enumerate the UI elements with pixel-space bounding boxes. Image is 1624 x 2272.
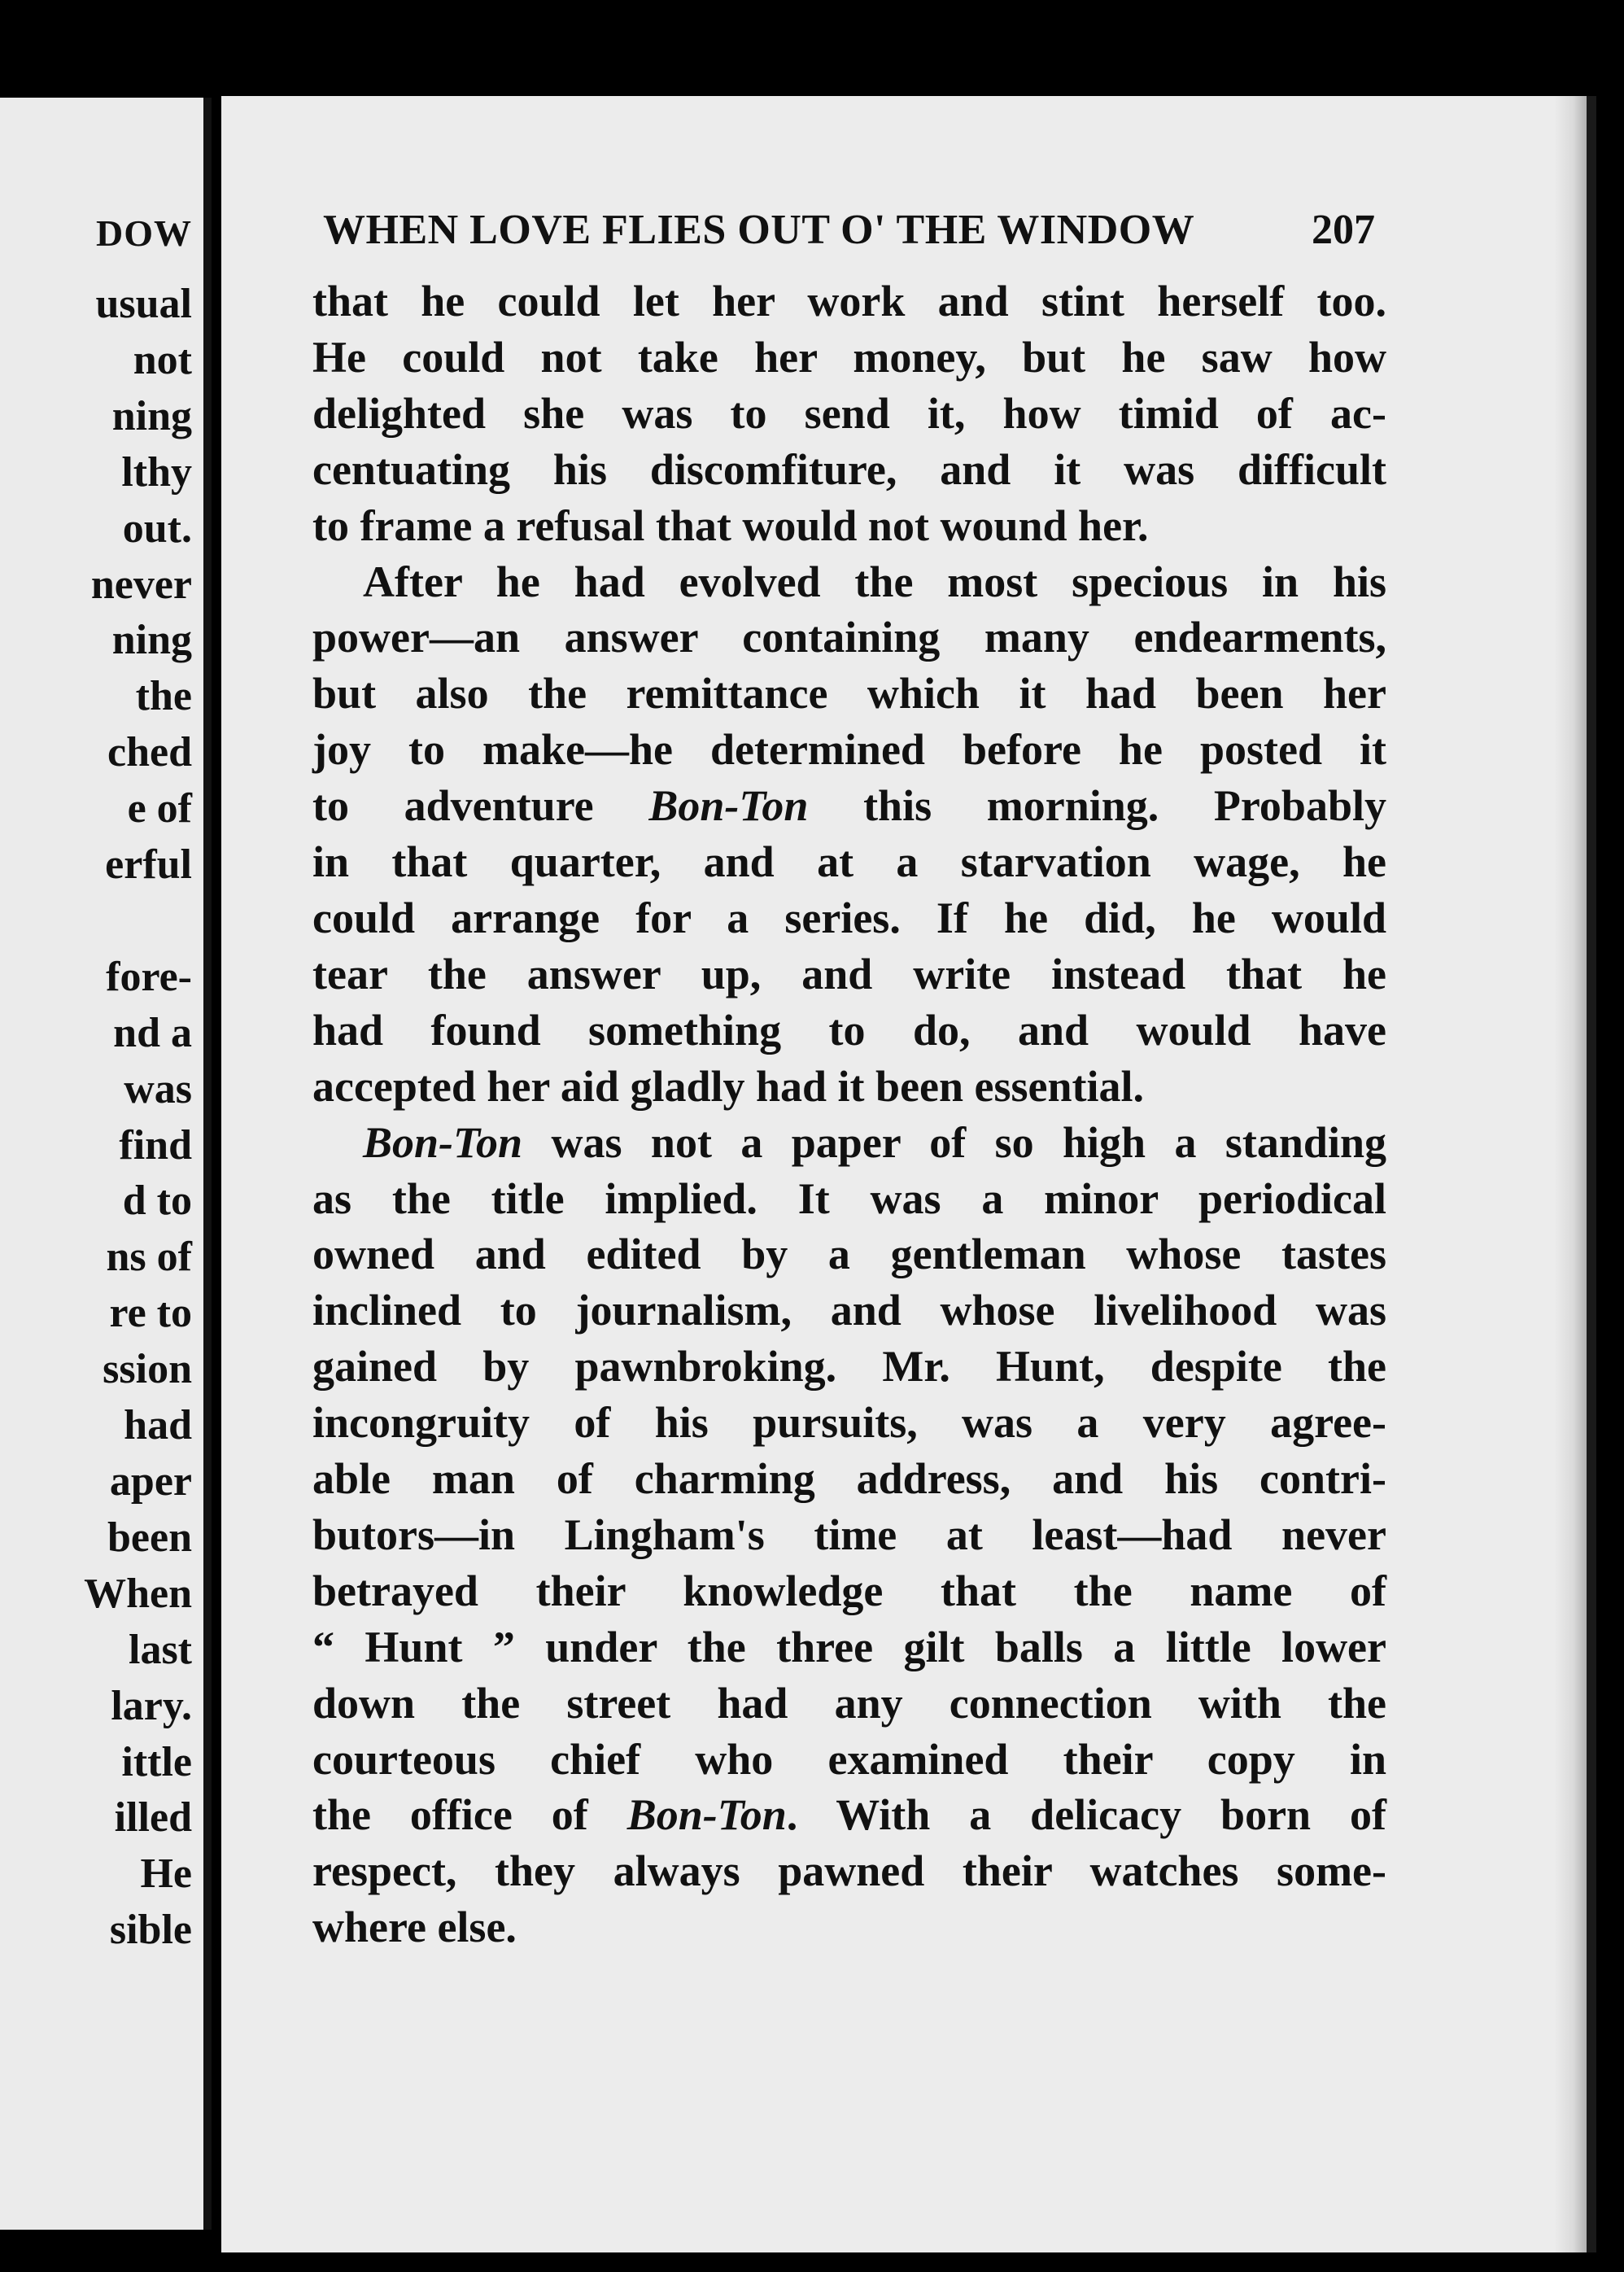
text-line: Bon-Ton was not a paper of so high a standing (363, 1117, 1386, 1167)
previous-page-line: re to (109, 1290, 192, 1337)
previous-page-line: erful (105, 841, 192, 889)
text-line: delighted she was to send it, how timid of ac- (312, 388, 1386, 438)
previous-page-line: e of (127, 785, 192, 832)
text-line: accepted her aid gladly had it been essential. (312, 1061, 1145, 1111)
previous-page-line: the (135, 673, 192, 720)
previous-page-line: ns of (106, 1234, 192, 1281)
previous-page-line: ssion (103, 1346, 192, 1393)
previous-page-running-head: DOW (96, 212, 192, 254)
periodical-title: Bon-Ton (626, 1790, 787, 1840)
previous-page-line: never (90, 561, 192, 608)
previous-page-line: ittle (121, 1738, 192, 1785)
periodical-title: Bon-Ton (648, 781, 809, 831)
previous-page-line: ning (111, 617, 192, 664)
previous-page-line: ning (111, 392, 192, 439)
previous-page-line: not (133, 336, 192, 383)
previous-page-line: ched (107, 729, 192, 776)
periodical-title: Bon-Ton (363, 1117, 523, 1167)
previous-page-line: out. (122, 505, 192, 552)
text-line: in that quarter, and at a starvation wage, he (312, 837, 1386, 887)
previous-page-line: usual (95, 281, 192, 327)
text-line: inclined to journalism, and whose livelihood was (312, 1286, 1386, 1335)
running-head: WHEN LOVE FLIES OUT O' THE WINDOW (323, 207, 1195, 253)
text-line: courteous chief who examined their copy in (312, 1734, 1386, 1784)
body-text (312, 273, 1386, 1955)
text-line: owned and edited by a gentleman whose tastes (312, 1230, 1386, 1279)
previous-page-fragment (0, 98, 212, 2230)
text-line: “ Hunt ” under the three gilt balls a little lower (312, 1622, 1386, 1671)
text-line: as the title implied. It was a minor periodical (312, 1173, 1386, 1223)
text-line: could arrange for a series. If he did, he would (312, 893, 1386, 942)
previous-page-line: last (129, 1626, 192, 1673)
previous-page-line: d to (122, 1178, 192, 1225)
text-line: down the street had any connection with the (312, 1678, 1386, 1728)
text-line: able man of charming address, and his contri- (312, 1454, 1386, 1504)
text-line: had found something to do, and would have (312, 1005, 1386, 1055)
text-line: After he had evolved the most specious in his (363, 557, 1386, 606)
text-line: He could not take her money, but he saw how (312, 332, 1386, 382)
book-page (221, 96, 1596, 2252)
previous-page-text (0, 277, 192, 1959)
text-line: to adventure Bon-Ton this morning. Probably (312, 781, 1386, 831)
text-line: butors—in Lingham's time at least—had never (312, 1510, 1386, 1559)
previous-page-line: find (119, 1121, 192, 1169)
previous-page-line: When (84, 1570, 192, 1617)
page-number: 207 (1312, 207, 1375, 253)
previous-page-line: been (107, 1514, 192, 1561)
previous-page-line: aper (109, 1458, 192, 1505)
previous-page-line: fore- (106, 953, 192, 1000)
previous-page-line: was (124, 1065, 192, 1112)
text-line: incongruity of his pursuits, was a very agree- (312, 1398, 1386, 1448)
previous-page-line: nd a (113, 1009, 192, 1056)
text-line: to frame a refusal that would not wound her. (312, 500, 1149, 550)
previous-page-paragraph-gap (0, 894, 192, 950)
text-line: centuating his discomfiture, and it was difficult (312, 444, 1386, 494)
previous-page-line: illed (114, 1794, 192, 1842)
text-line: that he could let her work and stint herself too. (312, 277, 1386, 326)
previous-page-line: had (124, 1402, 192, 1449)
text-line: power—an answer containing many endearments, (312, 613, 1386, 662)
text-line: the office of Bon-Ton. With a delicacy born of (312, 1790, 1386, 1840)
previous-page-line: lary. (111, 1682, 192, 1729)
previous-page-line: sible (109, 1907, 192, 1954)
text-line: respect, they always pawned their watches some- (312, 1846, 1386, 1896)
text-line: joy to make—he determined before he posted it (312, 725, 1386, 775)
text-line: tear the answer up, and write instead that he (312, 949, 1386, 998)
text-line: gained by pawnbroking. Mr. Hunt, despite the (312, 1342, 1386, 1392)
text-line: where else. (312, 1903, 517, 1952)
previous-page-line: He (140, 1850, 192, 1898)
page-edge-shadow (1554, 96, 1587, 2252)
text-line: betrayed their knowledge that the name of (312, 1566, 1386, 1615)
previous-page-line: lthy (121, 448, 192, 496)
text-line: but also the remittance which it had been her (312, 669, 1386, 719)
